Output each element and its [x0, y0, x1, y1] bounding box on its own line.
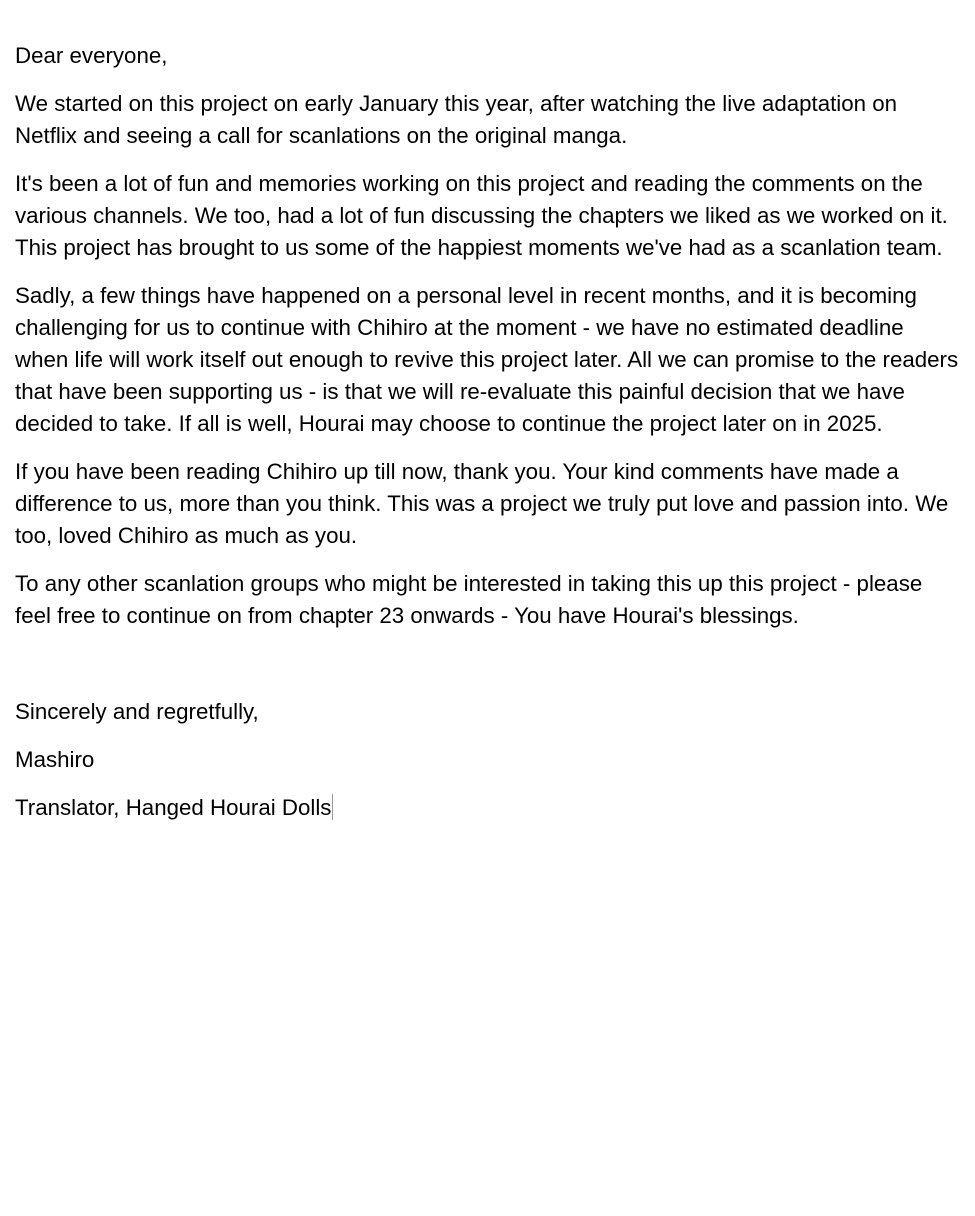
- signature-title: Translator, Hanged Hourai Dolls: [15, 795, 332, 820]
- blank-line: [15, 648, 960, 696]
- paragraph-2: It's been a lot of fun and memories working on this project and reading the comments on the various channels. We too, had a lot of fun discussing the chapters we liked as we worked on it. This project has brought to us some of the happiest moments we've had as a scanlation team.: [15, 171, 948, 260]
- paragraph-1: We started on this project on early January this year, after watching the live adaptation on Netflix and seeing a call for scanlations on the original manga.: [15, 91, 898, 148]
- signature-name: Mashiro: [15, 747, 95, 772]
- paragraph-5: To any other scanlation groups who might be interested in taking this up this project - please feel free to continue on from chapter 23 onwards - You have Hourai's blessings.: [15, 571, 923, 628]
- text-cursor: [332, 794, 333, 820]
- signature-title-line: [15, 792, 960, 824]
- paragraph-3: Sadly, a few things have happened on a personal level in recent months, and it is becoming challenging for us to continue with Chihiro at the moment - we have no estimated deadline when life will work itself out enough to revive this project later. All we can promise to the readers that have been supporting us - is that we will re-evaluate this painful decision that we have decided to take. If all is well, Hourai may choose to continue the project later on in 2025.: [15, 283, 959, 436]
- paragraph-4: If you have been reading Chihiro up till now, thank you. Your kind comments have made a difference to us, more than you think. This was a project we truly put love and passion into. We too, loved Chihiro as much as you.: [15, 459, 949, 548]
- greeting: Dear everyone,: [15, 43, 168, 68]
- closing: Sincerely and regretfully,: [15, 699, 259, 724]
